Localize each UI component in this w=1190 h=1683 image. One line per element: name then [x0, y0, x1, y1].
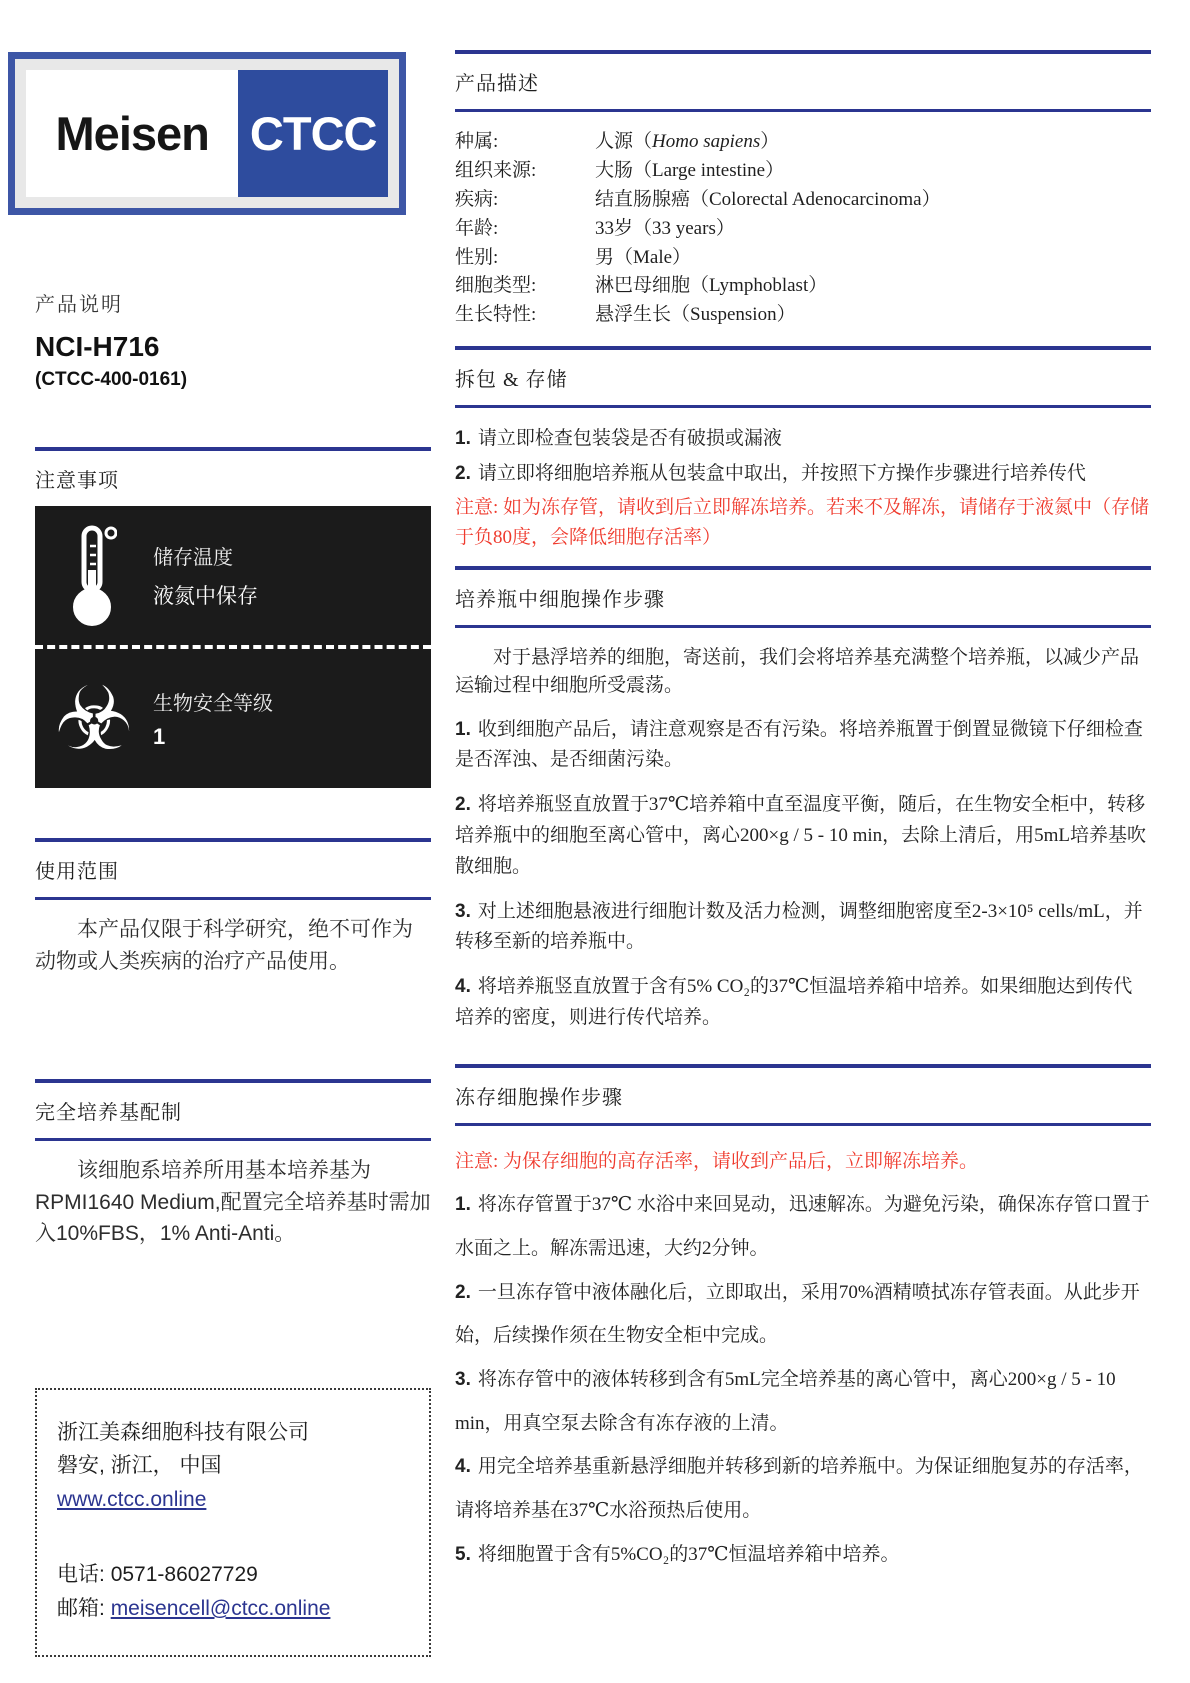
logo-ctcc-text: CTCC [238, 70, 388, 197]
email-line [57, 1592, 409, 1626]
prop-label: 年龄: [455, 217, 499, 239]
prop-value: 男（Male） [595, 246, 692, 268]
prop-value [595, 128, 1151, 157]
unpack-heading: 拆包 & 存储 [455, 369, 568, 392]
section-rule [455, 1064, 1151, 1068]
biosafety-label: 生物安全等级 [153, 693, 273, 715]
notice-heading: 注意事项 [35, 470, 119, 492]
section-rule [455, 405, 1151, 408]
item-number: 4. [455, 1456, 471, 1478]
phone-number: 0571-86027729 [110, 1563, 258, 1587]
description-heading: 产品描述 [455, 73, 539, 95]
biohazard-glyph: ☣ [54, 666, 134, 770]
list-item [455, 972, 1151, 1034]
item-number: 2. [455, 794, 471, 816]
storage-temp-row [35, 506, 431, 645]
biohazard-icon [35, 666, 153, 770]
section-rule [455, 50, 1151, 54]
item-text: 一旦冻存管中液体融化后，立即取出，采用70%酒精喷拭冻存管表面。从此步开始，后续操作须在生物安全柜中完成。 [455, 1281, 1140, 1347]
item-text: 将培养瓶竖直放置于含有5% CO₂的37℃恒温培养箱中培养。如果细胞达到传代培养的密度，则进行传代培养。 [455, 976, 1133, 1028]
item-text: 将培养瓶竖直放置于37℃培养箱中直至温度平衡，随后，在生物安全柜中，转移培养瓶中的细胞至离心管中，离心200×g / 5 - 10 min，去除上清后，用5mL培养基吹散细胞。 [455, 794, 1147, 877]
prop-value: 33岁（33 years） [595, 217, 735, 239]
cryo-heading: 冻存细胞操作步骤 [455, 1086, 623, 1109]
list-item [455, 790, 1151, 882]
warning-note: 注意: 为保存细胞的高存活率，请收到产品后，立即解冻培养。 [455, 1150, 979, 1172]
storage-temp-label: 储存温度 [153, 547, 233, 569]
list-item [455, 459, 1151, 489]
item-text: 将冻存管置于37℃ 水浴中来回晃动，迅速解冻。为避免污染，确保冻存管口置于水面之上。解冻需迅速，大约2分钟。 [455, 1194, 1150, 1259]
section-rule [455, 566, 1151, 570]
product-name: NCI-H716 [35, 331, 160, 362]
item-text: 将冻存管中的液体转移到含有5mL完全培养基的离心管中，离心200×g / 5 - 10 min，用真空泵去除含有冻存液的上清。 [455, 1369, 1116, 1434]
table-row [455, 215, 1151, 244]
item-text: 将细胞置于含有5%CO₂的37℃恒温培养箱中培养。 [477, 1543, 900, 1565]
flask-list [455, 715, 1151, 1034]
item-number: 1. [455, 1194, 471, 1216]
phone-line [57, 1558, 409, 1592]
usage-heading: 使用范围 [35, 861, 119, 883]
item-number: 2. [455, 1281, 471, 1303]
item-number: 3. [455, 900, 471, 922]
table-row [455, 186, 1151, 215]
logo-meisen-text: Meisen [26, 70, 238, 197]
prop-label: 疾病: [455, 188, 499, 210]
prop-label: 细胞类型: [455, 275, 537, 297]
unpack-list [455, 424, 1151, 554]
section-rule [455, 1123, 1151, 1126]
storage-temp-text [153, 541, 258, 610]
storage-temp-value: 液氮中保存 [153, 584, 258, 608]
notice-box [35, 506, 431, 788]
doc-type-label: 产品说明 [35, 294, 123, 316]
thermometer-icon [35, 524, 153, 628]
list-item [455, 1271, 1151, 1358]
prop-value: 悬浮生长（Suspension） [595, 304, 796, 326]
phone-label: 电话: [57, 1563, 105, 1587]
prop-value-italic: Homo sapiens [652, 131, 761, 152]
catalog-number: (CTCC-400-0161) [35, 369, 188, 390]
list-item [455, 1358, 1151, 1445]
medium-body: 该细胞系培养所用基本培养基为RPMI1640 Medium,配置完全培养基时需加入10%FBS，1% Anti-Anti。 [35, 1159, 431, 1245]
contact-box [35, 1388, 431, 1658]
usage-body: 本产品仅限于科学研究，绝不可作为动物或人类疾病的治疗产品使用。 [35, 918, 413, 973]
section-rule [35, 1138, 431, 1141]
section-rule [455, 109, 1151, 112]
medium-heading: 完全培养基配制 [35, 1102, 182, 1124]
list-item [455, 1445, 1151, 1532]
list-item [455, 715, 1151, 777]
biosafety-text [153, 687, 273, 750]
website-link[interactable]: www.ctcc.online [57, 1487, 207, 1511]
item-number: 5. [455, 1543, 471, 1565]
biosafety-level: 1 [153, 724, 166, 749]
website-line [57, 1483, 409, 1517]
list-item [455, 1533, 1151, 1577]
email-label: 邮箱: [57, 1596, 105, 1620]
item-text: 请立即将细胞培养瓶从包装盒中取出，并按照下方操作步骤进行培养传代 [477, 462, 1086, 484]
prop-label: 性别: [455, 246, 499, 268]
item-number: 2. [455, 462, 471, 484]
list-item [455, 1183, 1151, 1270]
section-rule [35, 897, 431, 900]
section-rule [35, 838, 431, 842]
item-number: 1. [455, 718, 471, 740]
product-properties [455, 128, 1151, 330]
item-text: 请立即检查包装袋是否有破损或漏液 [477, 428, 782, 450]
section-rule [35, 1079, 431, 1083]
flask-heading: 培养瓶中细胞操作步骤 [455, 588, 665, 611]
item-text: 收到细胞产品后，请注意观察是否有污染。将培养瓶置于倒置显微镜下仔细检查是否浑浊、是否细菌污染。 [455, 718, 1143, 771]
prop-value-text: 人源（ [595, 131, 653, 152]
section-rule [455, 346, 1151, 350]
prop-value: 淋巴母细胞（Lymphoblast） [595, 275, 828, 297]
flask-intro: 对于悬浮培养的细胞，寄送前，我们会将培养基充满整个培养瓶，以减少产品运输过程中细胞所受震荡。 [455, 646, 1140, 697]
email-link[interactable]: meisencell@ctcc.online [110, 1596, 331, 1620]
item-number: 1. [455, 428, 471, 450]
company-address: 磐安, 浙江， 中国 [57, 1454, 222, 1478]
section-rule [455, 625, 1151, 628]
contact-spacer [57, 1516, 409, 1558]
prop-label: 组织来源: [455, 159, 537, 181]
table-row [455, 272, 1151, 301]
warning-note: 注意: 如为冻存管，请收到后立即解冻培养。若来不及解冻，请储存于液氮中（存储于负80度，会降低细胞存活率） [455, 496, 1150, 549]
company-name: 浙江美森细胞科技有限公司 [57, 1420, 309, 1444]
table-row [455, 157, 1151, 186]
prop-value: 大肠（Large intestine） [595, 159, 785, 181]
item-text: 对上述细胞悬液进行细胞计数及活力检测，调整细胞密度至2-3×10⁵ cells/mL，并转移至新的培养瓶中。 [455, 900, 1143, 953]
list-item [455, 424, 1151, 454]
prop-value: 结直肠腺癌（Colorectal Adenocarcinoma） [595, 188, 941, 210]
list-item [455, 897, 1151, 959]
item-number: 3. [455, 1369, 471, 1391]
left-column [35, 0, 431, 1657]
right-column [455, 0, 1151, 1576]
item-number: 4. [455, 976, 471, 998]
prop-label: 种属: [455, 131, 499, 152]
cryo-list [455, 1140, 1151, 1577]
prop-value-text: ） [760, 131, 780, 152]
table-row [455, 128, 1151, 157]
prop-label: 生长特性: [455, 304, 537, 326]
table-row [455, 301, 1151, 330]
table-row [455, 244, 1151, 273]
item-text: 用完全培养基重新悬浮细胞并转移到新的培养瓶中。为保证细胞复苏的存活率，请将培养基在37℃水浴预热后使用。 [455, 1456, 1143, 1522]
section-rule [35, 447, 431, 451]
biosafety-row [35, 649, 431, 788]
